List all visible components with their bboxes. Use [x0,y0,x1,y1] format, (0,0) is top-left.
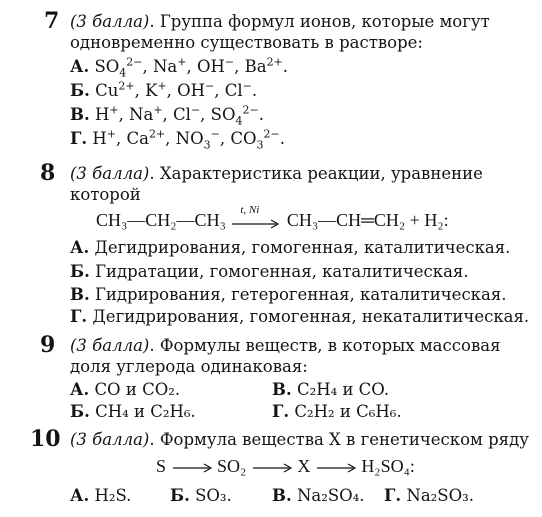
formula-part: , OH [186,57,225,76]
formula-part: H [94,105,110,124]
arrow-right-icon [315,461,357,475]
option-letter: Г. [384,486,402,505]
q9-points: (3 балла) [70,336,150,355]
formula-part: , OH [166,81,206,100]
q10-option-a [70,486,131,506]
option-text: Гидрирования, гетерогенная, каталитическая. [94,285,507,304]
formula-sup: 2− [126,55,143,69]
q8-option-v [70,285,507,305]
option-letter: Б. [70,402,90,421]
reaction-condition: t, Ni [240,203,260,216]
option-letter: А. [70,380,90,399]
chain-step: H₂SO₄: [361,456,415,476]
q9-text-line2: доля углерода одинаковая: [70,357,308,376]
option-letter: А. [70,238,90,257]
formula-sup: 2+ [118,79,135,93]
formula-sub: 3 [256,138,264,152]
q10-option-b [170,486,232,506]
q8-equation [96,203,449,232]
option-letter: Б. [70,81,90,100]
formula-part: Cu [95,81,119,100]
q10-points: (3 балла) [70,430,150,449]
option-text: Na₂SO₄. [296,486,365,505]
q10-option-g [384,486,474,506]
q8-option-b [70,262,469,282]
option-text: Дегидрирования, гомогенная, каталитическая. [94,238,511,257]
q8-text-line1: . Характеристика реакции, уравнение [149,164,483,183]
formula-sup: + [157,79,167,93]
formula-sup: 2+ [148,127,166,141]
option-letter: В. [272,380,292,399]
q10-option-v [272,486,365,506]
formula-sup: − [224,55,235,69]
formula-sup: + [177,55,187,69]
q7-number: 7 [44,8,60,34]
formula-sub: 3 [203,138,211,152]
formula-part: SO [94,57,120,76]
formula-part: . [279,129,285,148]
formula-part: , Na [142,57,178,76]
option-text: C₂H₄ и CO. [296,380,390,399]
arrow-right-icon [251,461,293,475]
q7-text-line2: одновременно существовать в растворе: [70,33,423,52]
option-letter: Б. [70,262,90,281]
q9-option-v [272,380,389,400]
q10-heading [70,430,529,450]
q7-text-line1: . Группа формул ионов, которые могут [149,12,490,31]
formula-part: , K [134,81,158,100]
q7-option-v [70,103,264,128]
option-letter: А. [70,57,90,76]
chain-step: S [156,456,167,476]
formula-sup: − [205,79,215,93]
formula-sup: − [242,79,252,93]
chain-step: SO₂ [217,456,247,476]
q9-text-line1: . Формулы веществ, в которых массовая [149,336,501,355]
q8-text-line2: которой [70,185,141,204]
formula-part: , SO [200,105,236,124]
formula-part: , Ca [116,129,149,148]
q9-option-b [70,402,196,422]
q7-heading [70,12,490,32]
q10-number: 10 [30,426,61,452]
q9-option-g [272,402,402,422]
option-text: CO и CO₂. [94,380,181,399]
formula-part: , Cl [214,81,243,100]
formula-part: . [258,105,264,124]
formula-sup: + [109,103,119,117]
option-letter: Г. [272,402,290,421]
q8-points: (3 балла) [70,164,150,183]
equation-left: CH₃—CH₂—CH₃ [96,210,226,230]
q9-option-a [70,380,180,400]
formula-part: , Na [118,105,154,124]
option-text: Na₂SO₃. [406,486,474,505]
option-text: Дегидрирования, гомогенная, некаталитическая. [92,307,530,326]
formula-part: , Ba [234,57,267,76]
option-letter: Г. [70,307,88,326]
option-letter: В. [272,486,292,505]
chain-step: X [297,456,311,476]
formula-sup: 2− [242,103,259,117]
reaction-arrow-icon [230,203,282,232]
q8-number: 8 [40,160,56,186]
arrow-right-icon [171,461,213,475]
formula-sup: + [106,127,116,141]
equation-right: CH₃—CH═CH₂ + H₂: [286,210,449,230]
q7-points: (3 балла) [70,12,150,31]
q8-option-a [70,238,510,258]
q7-option-b [70,81,257,101]
option-letter: А. [70,486,90,505]
q7-option-a [70,55,289,80]
option-text: Гидратации, гомогенная, каталитическая. [95,262,469,281]
formula-part: , NO [165,129,204,148]
option-letter: В. [70,105,90,124]
formula-sup: 2+ [266,55,283,69]
option-letter: Б. [170,486,190,505]
q10-text-line1: . Формула вещества X в генетическом ряду [149,430,529,449]
option-letter: Г. [70,129,88,148]
q10-chain [156,456,415,476]
option-text: CH₄ и C₂H₆. [95,402,196,421]
formula-sup: − [190,103,201,117]
formula-sup: 2− [263,127,280,141]
q8-option-g [70,307,529,327]
formula-sub: 4 [235,114,243,128]
q8-heading [70,164,483,184]
q7-option-g [70,127,285,152]
q9-number: 9 [40,332,56,358]
option-text: H₂S. [94,486,132,505]
formula-part: , CO [219,129,257,148]
formula-sup: − [210,127,220,141]
formula-sup: + [153,103,163,117]
formula-sub: 4 [119,66,127,80]
option-text: C₂H₂ и C₆H₆. [294,402,402,421]
q9-heading [70,336,500,356]
option-text: SO₃. [195,486,232,505]
formula-part: H [92,129,107,148]
formula-part: , Cl [162,105,191,124]
option-letter: В. [70,285,90,304]
formula-part: . [251,81,258,100]
formula-part: . [282,57,289,76]
